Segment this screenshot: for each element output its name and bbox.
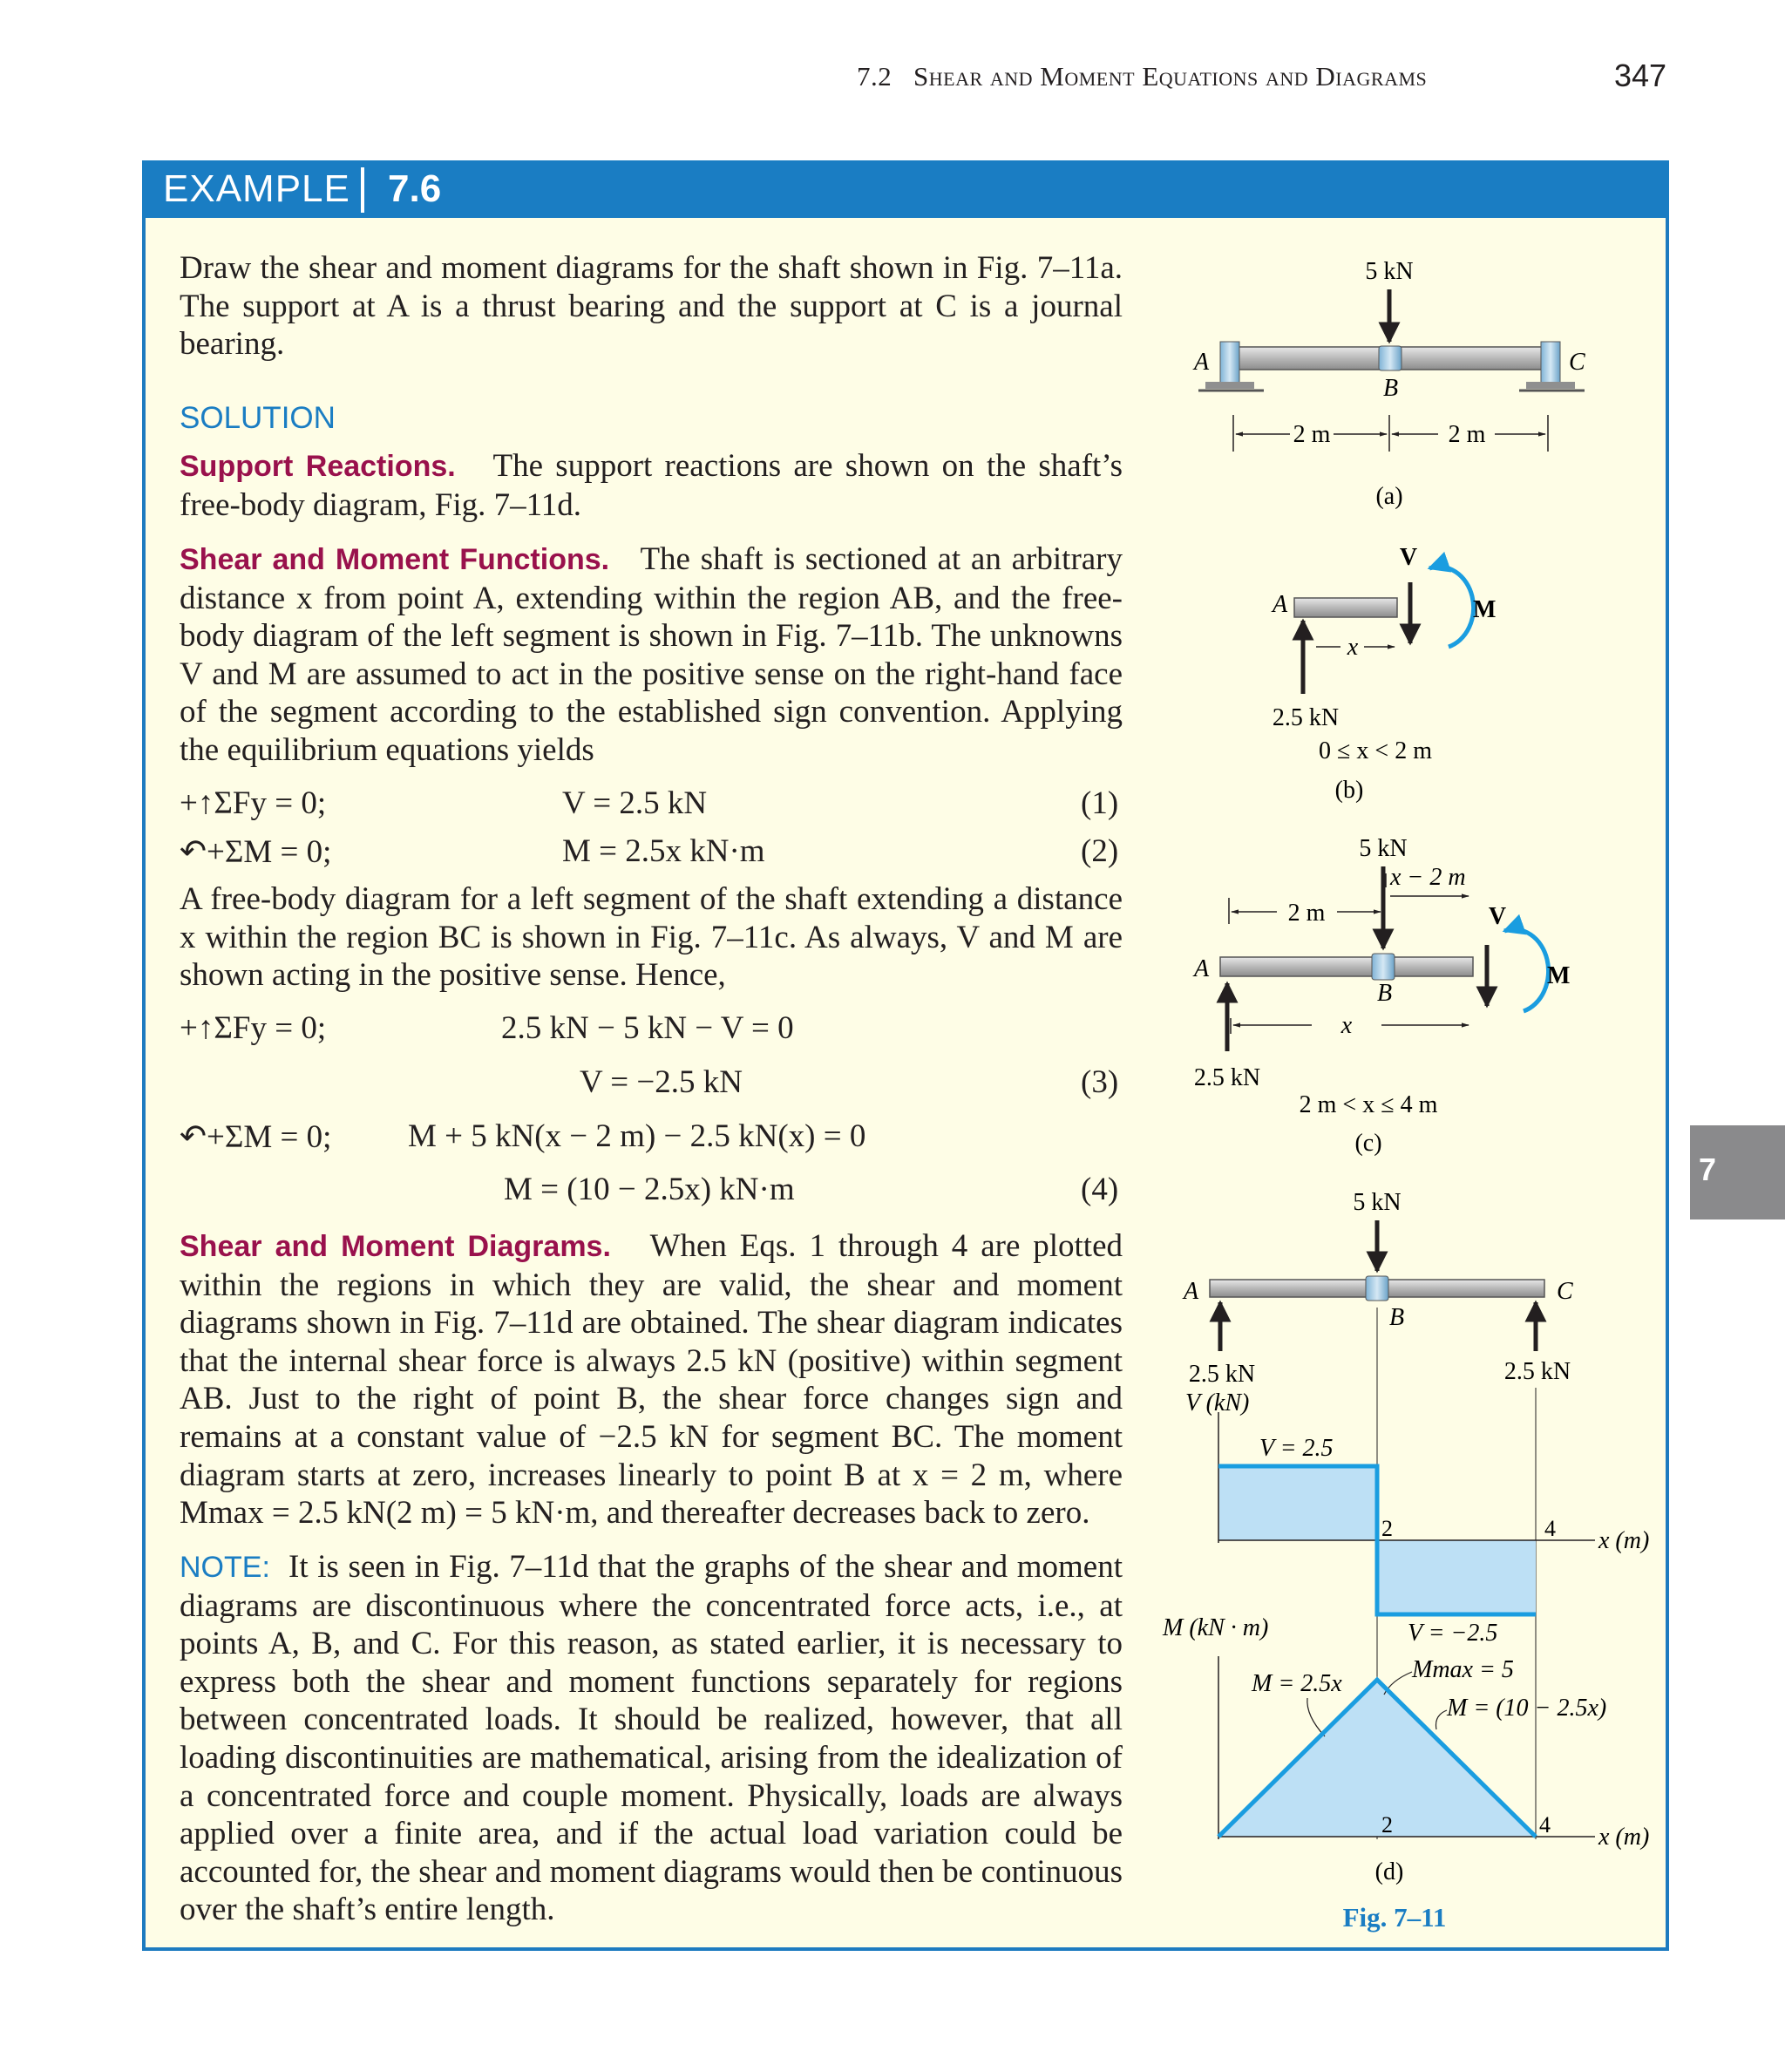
eq4-result: M = (10 − 2.5x) kN·m	[504, 1172, 795, 1207]
fig-c-shear-v: V	[1488, 903, 1507, 930]
diagrams-text: When Eqs. 1 through 4 are plotted within the regions in which they are valid, the shear and moment diagrams shown in Fig. 7–11d are obtained. The shear diagram indicates that the internal shear force is always 2.5 kN (positive) within segment AB. Just to the right of point B, the shear force changes sign and remains at a constant value of −2.5 kN for segment BC. The moment diagram starts at zero, increases linearly to point B at x = 2 m, where Mmax = 2.5 kN(2 m) = 5 kN·m, and thereafter decreases back to zero.	[180, 1228, 1123, 1532]
eq3-result: V = −2.5 kN	[580, 1064, 743, 1100]
fig-a-point-a: A	[1194, 349, 1210, 376]
shear-annotation-neg: V = −2.5	[1408, 1620, 1498, 1647]
fig-c-point-a: A	[1194, 955, 1210, 982]
fig-b-shear-v: V	[1399, 544, 1418, 571]
fig-d-reaction-right: 2.5 kN	[1503, 1358, 1571, 1385]
shear-annotation-pos: V = 2.5	[1259, 1435, 1334, 1462]
chapter-number: 7	[1699, 1151, 1717, 1187]
section-number: 7.2	[857, 61, 892, 92]
bc-text: A free-body diagram for a left segment of the shaft extending a distance x within the region BC is shown in Fig. 7–11c. As always, V and M are shown acting in the positive sense. Hence,	[180, 881, 1123, 994]
support-reactions-heading: Support Reactions.	[180, 450, 456, 483]
moment-ylabel: M (kN · m)	[1163, 1614, 1269, 1641]
eq3a-condition: +↑ΣFy = 0;	[180, 1010, 327, 1046]
eq2-condition: ↶+ΣM = 0;	[180, 834, 332, 870]
eq4a-expression: M + 5 kN(x − 2 m) − 2.5 kN(x) = 0	[408, 1118, 866, 1154]
fig-b-point-a: A	[1273, 591, 1288, 618]
eq3a-expression: 2.5 kN − 5 kN − V = 0	[501, 1010, 794, 1046]
shear-diagram	[1185, 1389, 1649, 1647]
shear-ylabel: V (kN)	[1185, 1389, 1250, 1416]
fig-c-dim: 2 m	[1287, 900, 1326, 927]
solution-label: SOLUTION	[180, 401, 336, 435]
fig-c-load-label: 5 kN	[1359, 835, 1408, 862]
fig-d-load-label: 5 kN	[1353, 1189, 1402, 1216]
figure-caption: Fig. 7–11	[1342, 1902, 1447, 1933]
moment-xlabel: x (m)	[1598, 1824, 1650, 1851]
moment-diagram	[1162, 1614, 1649, 1851]
moment-annotation-right: M = (10 − 2.5x)	[1447, 1695, 1607, 1722]
fig-c-range: 2 m < x ≤ 4 m	[1299, 1091, 1438, 1118]
fig-d-point-c: C	[1557, 1278, 1573, 1305]
example-label: EXAMPLE	[163, 167, 350, 210]
eq4a-condition: ↶+ΣM = 0;	[180, 1119, 332, 1155]
fig-c-x: x	[1340, 1012, 1353, 1039]
shear-tick-4: 4	[1544, 1516, 1556, 1541]
shear-xlabel: x (m)	[1598, 1527, 1650, 1554]
figure-c-left-segment	[1192, 835, 1570, 1157]
figure-b-left-segment	[1271, 544, 1496, 804]
fig-a-point-c: C	[1569, 349, 1585, 376]
shear-region-1	[1218, 1466, 1377, 1540]
eq2-number: (2)	[1081, 833, 1119, 869]
eq1-condition: +↑ΣFy = 0;	[180, 785, 327, 821]
diagrams-heading: Shear and Moment Diagrams.	[180, 1230, 611, 1263]
fig-c-moment-m: M	[1547, 962, 1571, 989]
fig-b-label: (b)	[1334, 777, 1364, 804]
section-title: Shear and Moment Equations and Diagrams	[913, 61, 1428, 92]
fig-b-range: 0 ≤ x < 2 m	[1319, 737, 1432, 764]
support-reactions-text: The support reactions are shown on the shaft’s free-body diagram, Fig. 7–11d.	[180, 448, 1123, 523]
functions-text: The shaft is sectioned at an arbitrary distance x from point A, extending within the region AB, and the free-body diagram of the left segment is shown in Fig. 7–11b. The unknowns V and M are assumed to act in the positive sense on the right-hand face of the segment according to the established sign convention. Applying the equilibrium equations yields	[180, 541, 1123, 768]
fig-c-point-b: B	[1377, 980, 1393, 1007]
fig-b-x: x	[1347, 634, 1359, 661]
fig-a-dim-2: 2 m	[1448, 421, 1486, 448]
problem-text: Draw the shear and moment diagrams for the shaft shown in Fig. 7–11a. The support at A is a thrust bearing and the support at C is a journal bearing.	[180, 250, 1123, 363]
fig-d-point-b: B	[1389, 1304, 1405, 1331]
page-number: 347	[1614, 58, 1667, 93]
shear-region-2	[1377, 1540, 1536, 1614]
note-label: NOTE:	[180, 1551, 270, 1584]
shear-tick-2: 2	[1381, 1516, 1393, 1541]
fig-a-dim-1: 2 m	[1293, 421, 1331, 448]
fig-b-moment-m: M	[1473, 596, 1497, 623]
moment-tick-4: 4	[1539, 1812, 1551, 1838]
fig-a-point-b: B	[1383, 375, 1399, 402]
fig-d-label: (d)	[1374, 1858, 1404, 1885]
example-number: 7.6	[388, 167, 442, 210]
eq1-result: V = 2.5 kN	[562, 785, 708, 821]
eq4-number: (4)	[1081, 1172, 1119, 1207]
fig-c-x-minus-2: x − 2 m	[1390, 864, 1466, 891]
functions-heading: Shear and Moment Functions.	[180, 543, 610, 576]
fig-a-label: (a)	[1375, 483, 1403, 510]
eq3-number: (3)	[1081, 1064, 1119, 1100]
moment-annotation-max: Mmax = 5	[1412, 1656, 1514, 1683]
moment-annotation-left: M = 2.5x	[1252, 1670, 1342, 1697]
fig-d-point-a: A	[1184, 1278, 1199, 1305]
fig-c-label: (c)	[1354, 1130, 1382, 1157]
fig-a-load-label: 5 kN	[1365, 258, 1414, 285]
note-text: It is seen in Fig. 7–11d that the graphs of the shear and moment diagrams are discontinuous where the concentrated force acts, i.e., at points A, B, and C. For this reason, as stated earlier, it is necessary to express both the shear and moment functions separately for regions between concentrated loads. It should be realized, however, that all loading discontinuities are mathematical, arising from the idealization of a concentrated force and couple moment. Physically, loads are always applied over a finite area, and if the actual load variation could be accounted for, the shear and moment diagrams would then be continuous over the shaft’s entire length.	[180, 1549, 1123, 1928]
fig-b-reaction: 2.5 kN	[1272, 704, 1340, 731]
fig-c-reaction: 2.5 kN	[1193, 1064, 1261, 1091]
moment-tick-2: 2	[1381, 1812, 1393, 1838]
eq2-result: M = 2.5x kN·m	[562, 833, 765, 869]
figure-a-shaft	[1192, 258, 1585, 510]
fig-d-reaction-left: 2.5 kN	[1188, 1361, 1256, 1388]
eq1-number: (1)	[1081, 785, 1119, 821]
